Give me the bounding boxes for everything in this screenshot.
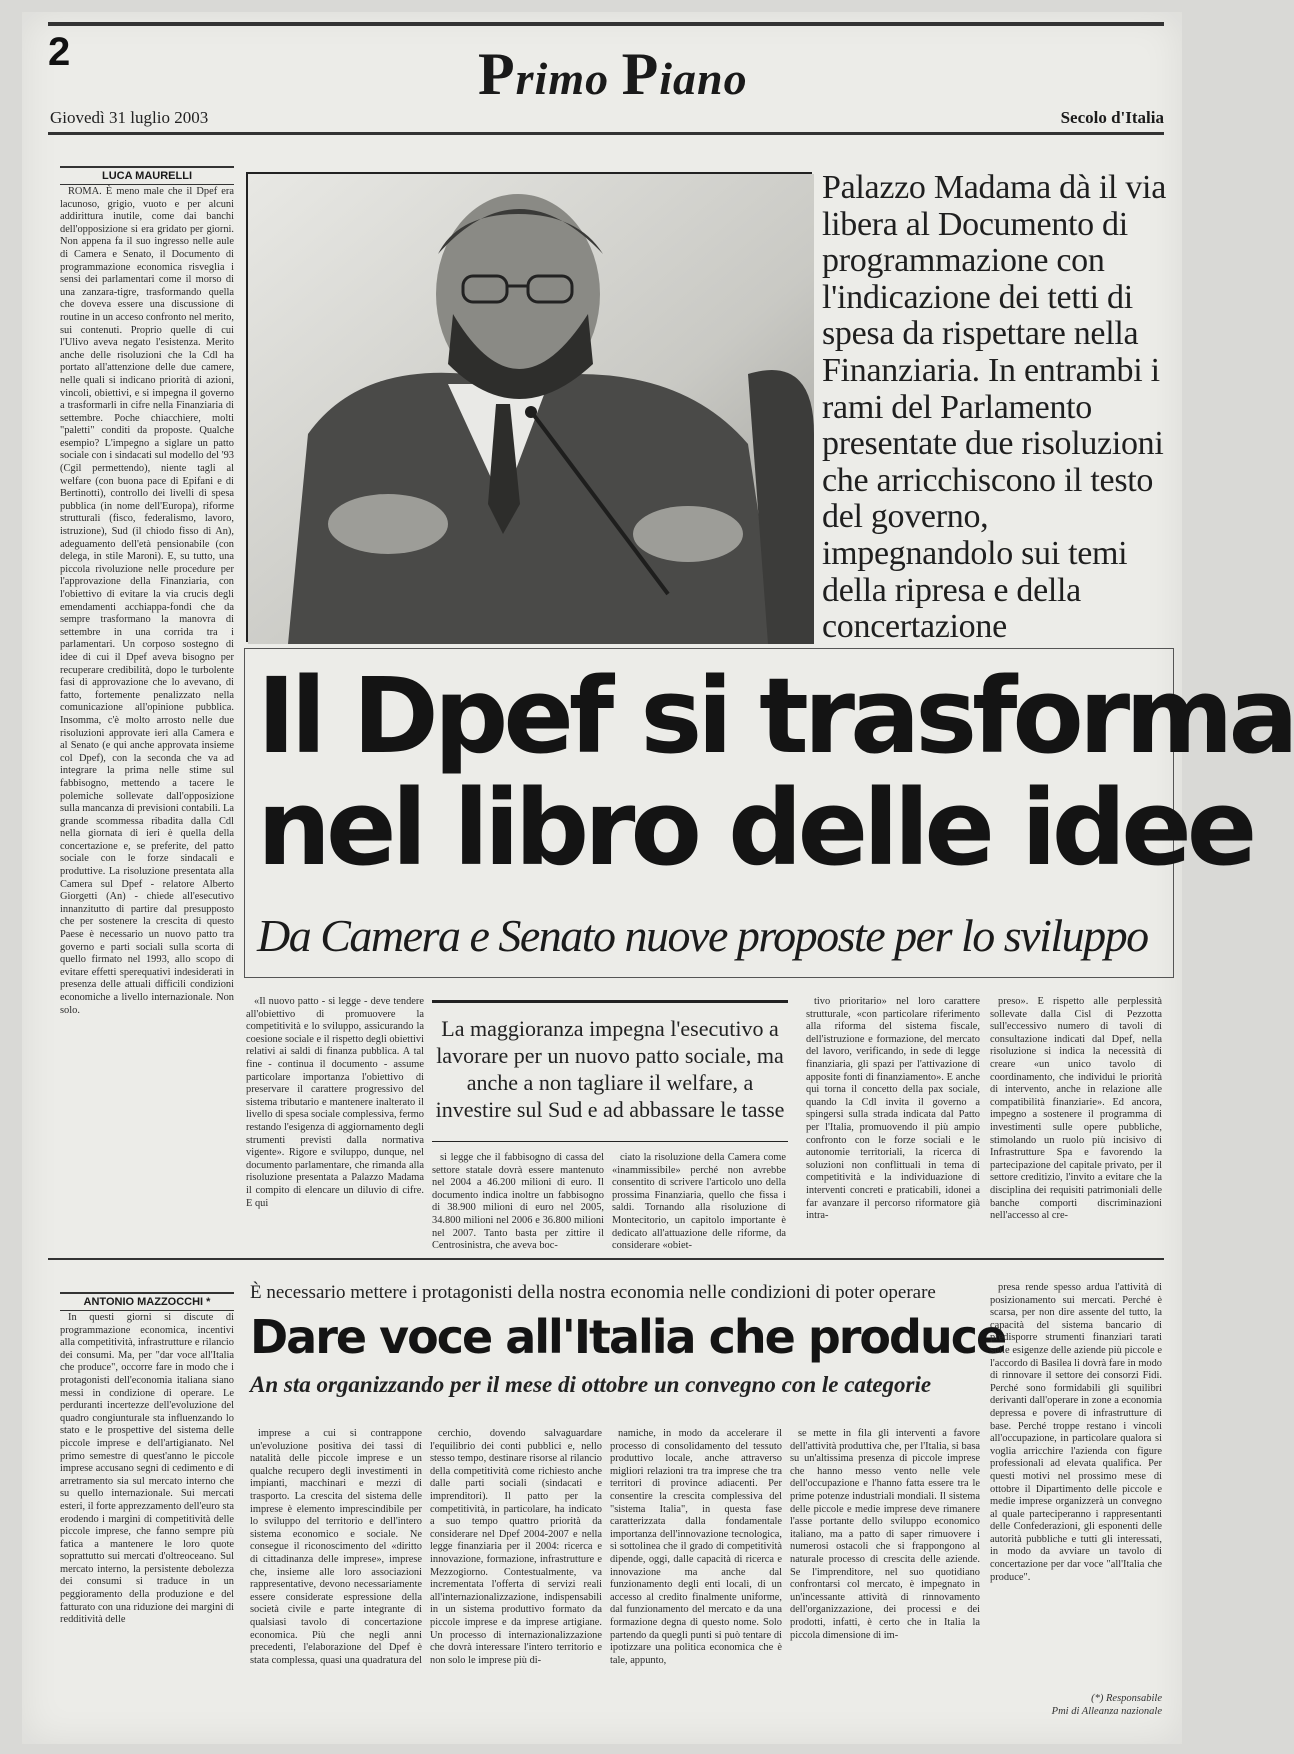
headline-subhead: Da Camera e Senato nuove proposte per lo sviluppo — [257, 910, 1148, 961]
article-column-e — [990, 996, 1162, 1242]
article-text: presa rende spesso ardua l'attività di posizionamento sui mercati. Perché è scarsa, per non dire assente del tutto, la capacità del sistema bancario di predisporre strumenti finanziari tarati sulle esigenze delle aziende più piccole e l'accordo di Basilea li dovrà fare in modo di rinnovare il settore dei consorzi Fidi. Perché sono formidabili gli squilibri derivanti dall'operare in zone a economia depressa e povere di infrastrutture di base. Perché troppe restano i vincoli all'occupazione, in particolare qualora si voglia arricchire l'azienda con figure professionali ad elevata qualifica. Per questi motivi nel prossimo mese di ottobre il Dipartimento delle piccole e medie imprese organizzerà un convegno al quale parteciperanno i rappresentanti delle Confederazioni, gli esponenti delle autorità pubbliche e tutti gli interessati, in modo da avviare un tavolo di concertazione per dar voce "all'Italia che produce". — [990, 1282, 1162, 1583]
article-column-left — [60, 186, 234, 1026]
article-text: namiche, in modo da accelerare il processo di consolidamento del tessuto produttivo locale, anche attraverso migliori relazioni tra tra imprese che tra territori di province adiacenti. Per consentire la crescita complessiva del "sistema Italia", in questa fase caratterizzata dalla fondamentale importanza dell'innovazione tecnologica, si sottolinea che il grado di competitività dipende, oggi, dalle capacità di ricerca e innovazione ma anche dal funzionamento degli enti locali, di un accesso al credito finalmente uniforme, dal funzionamento del mercato e da una formazione degna di questo nome. Solo partendo da quegli punti si può tentare di ipotizzare una politica economica che è tale, appunto, — [610, 1428, 782, 1666]
article-text: ROMA. È meno male che il Dpef era lacunoso, grigio, vuoto e per alcuni addirittura inutile, come dai banchi dell'opposizione si era gridato per giorni. Non appena fa il suo ingresso nelle aule di Camera e Senato, il Documento di programmazione economica risveglia i sensi dei parlamentari come il morso di una zanzara-tigre, trasformando quella che doveva essere una discussione di routine in un acceso confronto nel merito, sui contenuti. Proprio quelle di cui l'Ulivo aveva negato l'esistenza. Merito anche delle risoluzioni che la Cdl ha portato all'attenzione delle due camere, nelle quali si indicano priorità di azioni, vincoli, obiettivi, e si impegna il governo a trasformarli in cifre nella Finanziaria di settembre. Poche chiacchiere, molti "paletti" conditi da proposte. Qualche esempio? L'impegno a siglare un patto sociale con i sindacati sul modello del '93 (Cgil permettendo), niente tagli al welfare (con buona pace di Epifani e di Bertinotti), controllo dei livelli di spesa pubblica (in nome dell'Europa), riforme strutturali (fisco, federalismo, lavoro, istruzione), Sud (il chiodo fisso di An), adeguamento dell'età pensionabile (con delega, in stile Maroni). E, su tutto, una piccola rivoluzione nelle procedure per l'approvazione della Finanziaria, con l'obiettivo di evitare la via crucis degli emendamenti acchiappa-fondi che da sempre trasformano la manovra di settembre in una corrida tra i parlamentari. Un corposo sostegno di idee di cui il Dpef aveva bisogno per recuperare credibilità, dopo le turbolente fasi di approvazione che lo avevano, di fatto, fortemente penalizzato nella comunicazione all'opinione pubblica. Insomma, c'è molto arrosto nelle due risoluzioni approvate ieri alla Camera e al Senato (e qui anche approvata insieme col Dpef), con la seconda che va ad integrare la prima nelle stime sul fabbisogno, mettendo a tacere le polemiche sollevate dall'opposizione sulla mancanza di previsioni contabili. La grande scommessa ribadita dalla Cdl nella giornata di ieri è quella della concertazione e, se preferite, del patto sociale con le forze sindacali e produttive. La risoluzione presentata alla Camera sul Dpef - relatore Alberto Giorgetti (An) - chiede all'esecutivo innanzitutto di partire dal presupposto che per sostenere la crescita di questo Paese è necessario un nuovo patto tra governo e parti sociali sulla scorta di quello firmato nel 1993, allo scopo di evitare effetti sperequativi indesiderati in presenza delle attuali difficili condizioni economiche a livello internazionale. Non solo. — [60, 186, 234, 1016]
second-article-headline: Dare voce all'Italia che produce — [250, 1310, 1006, 1364]
article-text: se mette in fila gli interventi a favore dell'attività produttiva che, per l'Italia, si basa su un'altissima presenza di piccole imprese che hanno messo vento nelle vele dell'occupazione e l'hanno fatta essere tra le prime potenze industriali mondiali. Il sistema delle piccole e medie imprese deve rimanere l'asse portante dello sviluppo economico italiano, ma a patto di saper rimuovere i numerosi ostacoli che si frappongono al naturale processo di crescita delle aziende. Se l'imprenditore, nel suo quotidiano confrontarsi col mercato, è impegnato in un'incessante attività di rinnovamento dell'organizzazione, dei processi e dei prodotti, infatti, è certo che in Italia la piccola dimensione di im- — [790, 1428, 980, 1641]
article-photo — [246, 172, 812, 642]
article-column-c — [612, 1152, 786, 1252]
date-line: Giovedì 31 luglio 2003 — [50, 108, 209, 127]
article-column-a — [246, 996, 424, 1209]
article-text: preso». E rispetto alle perplessità sollevate dalla Cisl di Pezzotta sull'eccessivo numero di tavoli di consultazione indicati dal Dpef, nella risoluzione si indica la necessità di creare «un unico tavolo di coordinamento, che individui le priorità di intervento, anche in relazione alle compatibilità finanziarie». Ed ancora, impegno a sostenere il programma di investimenti sulle opere pubbliche, stimolando un ruolo più incisivo di Infrastrutture Spa e favorendo la partecipazione del capitale privato, per il settore creditizio, l'invito a evitare che la disciplina dei requisiti patrimoniali delle banche comporti discriminazioni nell'accesso al cre- — [990, 996, 1162, 1222]
article-text: «Il nuovo patto - si legge - deve tendere all'obiettivo di promuovere la competitività e lo sviluppo, assicurando la coesione sociale e il rispetto degli obiettivi relativi ai saldi di finanza pubblica. A tal fine - continua il documento - assume particolare importanza l'obiettivo di preservare il carattere progressivo del sistema tributario e mantenere inalterato il livello di spesa sociale complessiva, fermo restando l'esigenza di aggiornamento degli strumenti previsti dalla normativa vigente». Rigore e sviluppo, dunque, nel documento parlamentare, che rimanda alla risoluzione presentata a Palazzo Madama il compito di elencare un diluvio di cifre. E qui — [246, 996, 424, 1209]
article-text: si legge che il fabbisogno di cassa del settore statale dovrà essere mantenuto nel 2004 a 46.200 milioni di euro. Il documento indica inoltre un fabbisogno di 38.900 milioni di euro nel 2005, 34.800 milioni nel 2006 e 36.800 milioni nel 2007. Tanto basta per zittire il Centrosinistra, che aveva boc- — [432, 1152, 604, 1252]
headline-line-2: nel libro delle idee — [257, 767, 1253, 889]
footnote-line-1: (*) Responsabile — [1091, 1693, 1162, 1704]
headline-line-1: Il Dpef si trasforma — [257, 655, 1294, 777]
masthead-rule — [48, 132, 1164, 135]
second-article-column-g — [430, 1428, 602, 1712]
second-article-column-h — [610, 1428, 782, 1712]
article-text: In questi giorni si discute di programmazione economica, incentivi alla competitività, infrastrutture e rilancio dei consumi. Ma, per "dar voce all'Italia che produce", occorre fare in modo che i protagonisti dell'economia italiana siano messi in condizione di operare. Le perduranti incertezze dell'evoluzione del quadro congiunturale sta influenzando lo stato e le prospettive del sistema delle piccole imprese e dell'artigianato. Nel primo semestre di quest'anno le piccole imprese accusano segni di cedimento e di arretramento sia sul mercato interno che su quello internazionale. Sui mercati esteri, il forte apprezzamento dell'euro sta erodendo i margini di competitività delle piccole imprese, che fanno sempre più fatica a mantenere le loro quote soprattutto sui mercati d'oltreoceano. Sul mercato interno, la persistente debolezza dei consumi si traduce in un peggioramento della produzione e del fatturato con una riduzione dei margini di redditività delle — [60, 1312, 234, 1626]
second-article-kicker: È necessario mettere i protagonisti della nostra economia nelle condizioni di poter operare — [250, 1282, 936, 1303]
article-deck: Palazzo Madama dà il via libera al Documento di programmazione con l'indicazione dei tetti di spesa da rispettare nella Finanziaria. In entrambi i rami del Parlamento presentate due risoluzioni che arricchiscono il testo del governo, impegnandolo sui temi della ripresa e della concertazione — [822, 169, 1166, 646]
section-title-initial-2: P — [621, 41, 660, 107]
article-text: tivo prioritario» nel loro carattere strutturale, «con particolare riferimento alla riforma del sistema fiscale, dell'istruzione e formazione, del mercato del lavoro, verificando, in sede di legge finanziaria, gli spazi per l'attivazione di apposite fonti di finanziamento». E anche qui torna il concetto della pax sociale, quando la Cdl invita il governo a spingersi sulla strada indicata dal Patto per l'Italia, promuovendo il più ampio confronto con le forze sociali e le autonomie territoriali, la ricerca di soluzioni non conflittuali in tema di competitività e la individuazione di interventi concreti e praticabili, idonei a far avanzare il percorso riformatore già intra- — [806, 996, 980, 1222]
article-text: ciato la risoluzione della Camera come «inammissibile» perché non avrebbe consentito di scrivere l'articolo uno della prossima Finanziaria, quello che fissa i saldi. Tornando alla risoluzione di Montecitorio, un capitolo importante è dedicato all'attuazione delle riforme, da considerare «obiet- — [612, 1152, 786, 1252]
second-article-column-j — [990, 1282, 1162, 1682]
article-text: cerchio, dovendo salvaguardare l'equilibrio dei conti pubblici e, nello stesso tempo, destinare risorse al rilancio della competitività come richiesto anche dalle parti sociali (sindacati e imprenditori). Il patto per la competitività, in particolare, ha indicato a suo tempo quattro priorità da considerare nel Dpef 2004-2007 e nella legge finanziaria per il 2004: ricerca e innovazione, formazione, infrastrutture e Mezzogiorno. Contestualmente, va incrementata l'offerta di servizi reali all'internazionalizzazione, indispensabili in un sistema produttivo formato da piccole imprese e da imprese artigiane. Un processo di internazionalizzazione che dovrà interessare l'intero territorio e non solo le imprese più di- — [430, 1428, 602, 1666]
section-title-word-1: rimo — [515, 53, 622, 104]
headline-box — [244, 648, 1294, 978]
section-title — [478, 40, 748, 109]
section-divider — [48, 1258, 1164, 1260]
byline-main: LUCA MAURELLI — [60, 166, 234, 185]
author-footnote — [1052, 1692, 1162, 1718]
pull-quote: La maggioranza impegna l'esecutivo a lavorare per un nuovo patto sociale, ma anche a non tagliare il welfare, a investire sul Sud e ad abbassare le tasse — [432, 1000, 788, 1142]
page-number: 2 — [48, 30, 71, 74]
second-article-column-i — [790, 1428, 980, 1712]
section-title-initial-1: P — [478, 41, 516, 107]
byline-second: ANTONIO MAZZOCCHI * — [60, 1292, 234, 1311]
top-rule — [48, 22, 1164, 26]
article-column-d — [806, 996, 980, 1242]
portrait-photo-icon — [248, 174, 814, 644]
section-title-word-2: iano — [659, 53, 748, 104]
footnote-line-2: Pmi di Alleanza nazionale — [1051, 1706, 1162, 1717]
second-article-subhead: An sta organizzando per il mese di ottobre un convegno con le categorie — [250, 1372, 932, 1397]
article-text: imprese a cui si contrappone un'evoluzione positiva dei tassi di natalità delle piccole imprese e un qualche recupero degli investimenti in impianti, macchinari e mezzi di trasporto. La crescita del sistema delle imprese è elemento imprescindibile per lo sviluppo del territorio e dell'intero sistema economico e sociale. Ne consegue il riconoscimento del «diritto di cittadinanza delle imprese», imprese che, insieme alle loro associazioni rappresentative, devono necessariamente essere considerate espressione della società civile e parte integrante di qualsiasi tavolo di concertazione economica. Più che negli anni precedenti, l'elaborazione del Dpef è stata complessa, quasi una quadratura del — [250, 1428, 422, 1666]
second-article-column-left — [60, 1312, 234, 1712]
second-article-column-f — [250, 1428, 422, 1712]
article-column-b — [432, 1152, 604, 1252]
paper-name: Secolo d'Italia — [1060, 108, 1164, 127]
